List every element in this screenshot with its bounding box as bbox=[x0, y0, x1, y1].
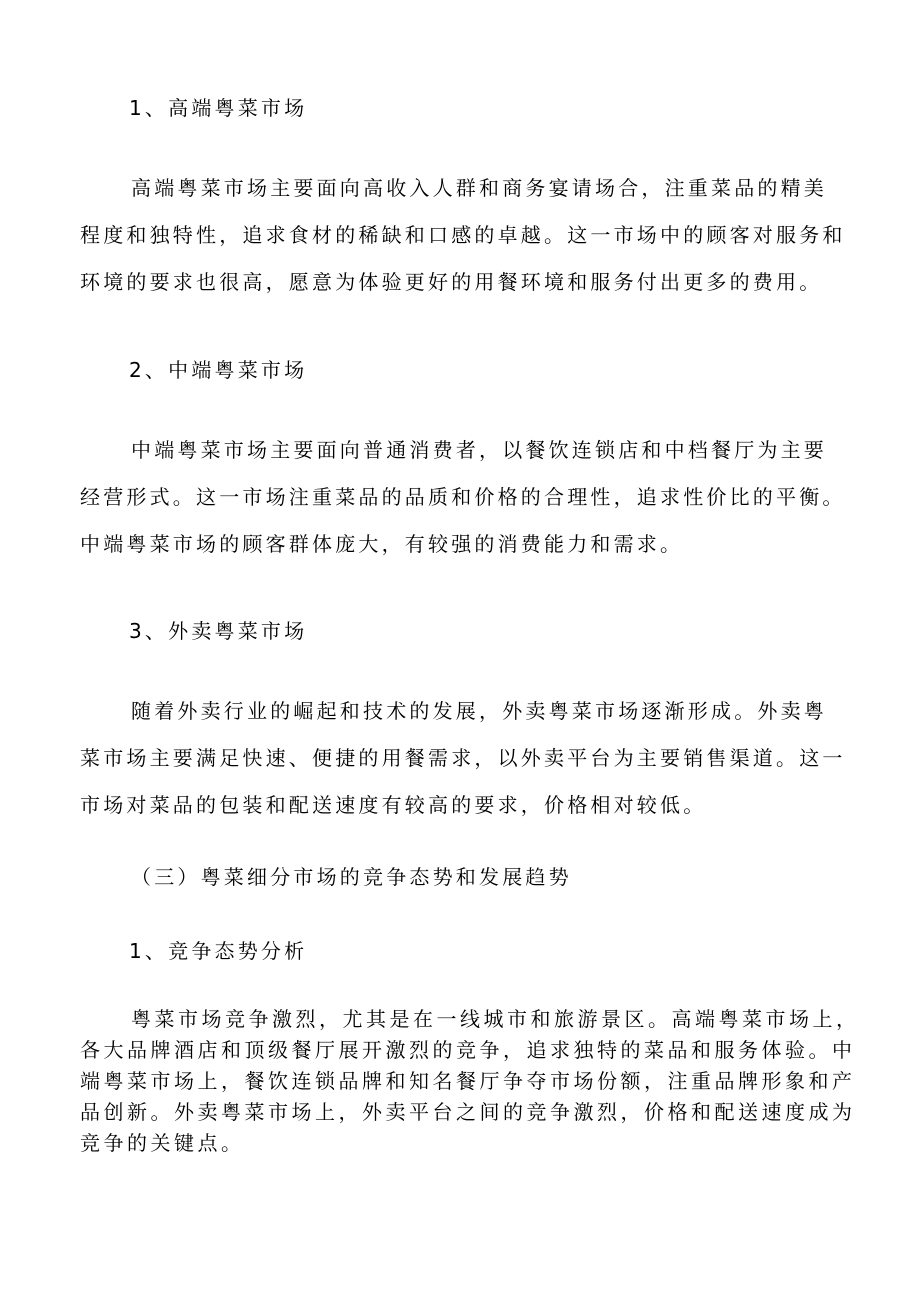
paragraph-line: 市场对菜品的包装和配送速度有较高的要求，价格相对较低。 bbox=[80, 793, 707, 817]
paragraph-competition-analysis bbox=[80, 1004, 860, 1159]
paragraph-line: 环境的要求也很高，愿意为体验更好的用餐环境和服务付出更多的费用。 bbox=[80, 270, 823, 294]
paragraph-takeaway-market bbox=[80, 688, 846, 829]
heading-mid-range-market: 2、中端粤菜市场 bbox=[129, 358, 308, 382]
section-heading-competition-trends: （三）粤菜细分市场的竞争态势和发展趋势 bbox=[131, 865, 572, 889]
paragraph-line: 中端粤菜市场主要面向普通消费者，以餐饮连锁店和中档餐厅为主要 bbox=[131, 438, 827, 462]
heading-high-end-market: 1、高端粤菜市场 bbox=[129, 96, 308, 120]
paragraph-line: 随着外卖行业的崛起和技术的发展，外卖粤菜市场逐渐形成。外卖粤 bbox=[131, 699, 827, 723]
heading-competition-analysis: 1、竞争态势分析 bbox=[129, 939, 308, 963]
paragraph-line: 竞争的关键点。 bbox=[80, 1131, 245, 1155]
paragraph-high-end-market bbox=[80, 165, 846, 306]
paragraph-line: 品创新。外卖粤菜市场上，外卖平台之间的竞争激烈，价格和配送速度成为 bbox=[80, 1100, 856, 1124]
paragraph-line: 各大品牌酒店和顶级餐厅展开激烈的竞争，追求独特的菜品和服务体验。中 bbox=[80, 1038, 856, 1062]
heading-takeaway-market: 3、外卖粤菜市场 bbox=[129, 619, 308, 643]
paragraph-line: 高端粤菜市场主要面向高收入人群和商务宴请场合，注重菜品的精美 bbox=[131, 176, 827, 200]
paragraph-line: 经营形式。这一市场注重菜品的品质和价格的合理性，追求性价比的平衡。 bbox=[80, 485, 846, 509]
paragraph-line: 粤菜市场竞争激烈，尤其是在一线城市和旅游景区。高端粤菜市场上， bbox=[131, 1007, 860, 1031]
paragraph-line: 中端粤菜市场的顾客群体庞大，有较强的消费能力和需求。 bbox=[80, 532, 684, 556]
paragraph-mid-range-market bbox=[80, 427, 846, 568]
paragraph-line: 程度和独特性，追求食材的稀缺和口感的卓越。这一市场中的顾客对服务和 bbox=[80, 223, 846, 247]
paragraph-line: 菜市场主要满足快速、便捷的用餐需求，以外卖平台为主要销售渠道。这一 bbox=[80, 746, 846, 770]
paragraph-line: 端粤菜市场上，餐饮连锁品牌和知名餐厅争夺市场份额，注重品牌形象和产 bbox=[80, 1069, 856, 1093]
